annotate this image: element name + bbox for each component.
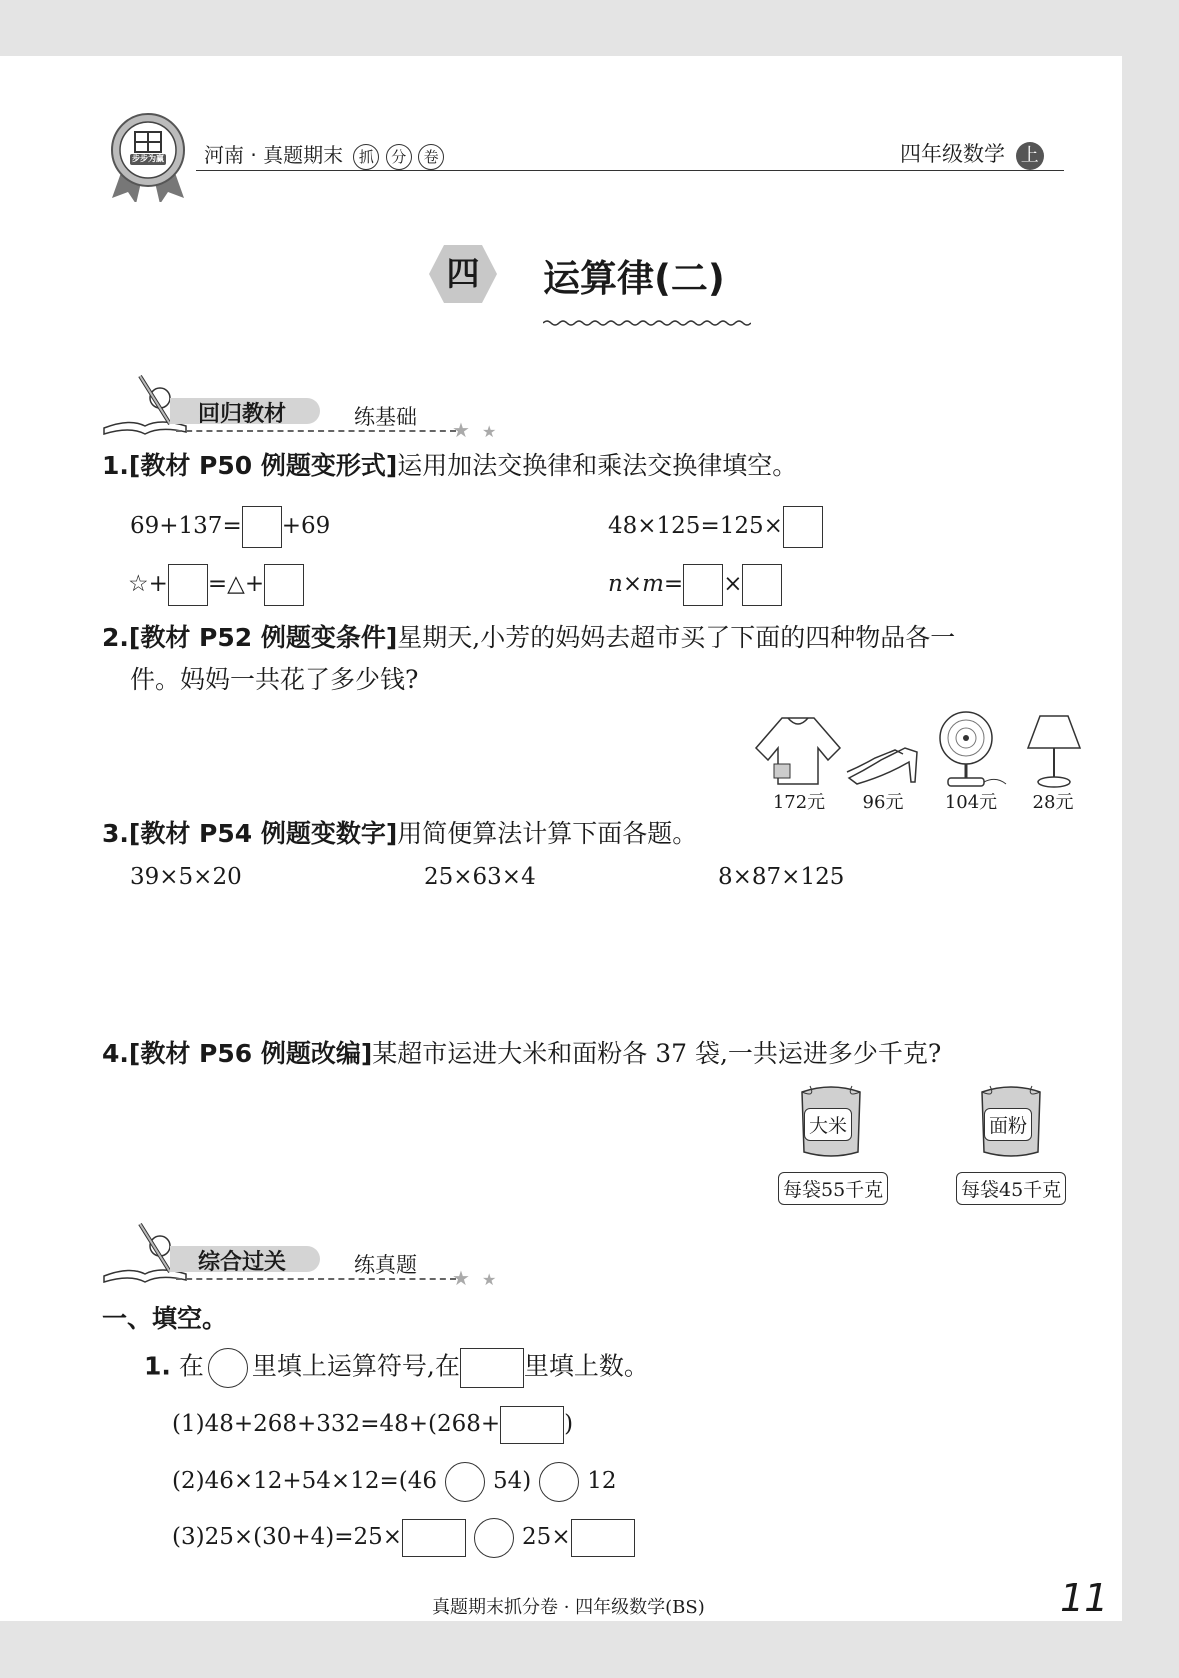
expr-text: ☆+ [128,571,168,597]
part1-sub-3 [172,1518,635,1558]
price-fan: 104元 [944,792,998,813]
medal-logo [108,112,188,202]
question-text: 星期天,小芳的妈妈去超市买了下面的四种物品各一 [397,623,956,652]
medal-text: 步步为赢 [132,154,164,163]
question-text: 用简便算法计算下面各题。 [397,819,698,848]
expr-text: 54) [492,1468,532,1494]
q3-item-1: 39×5×20 [130,864,242,890]
expr-text: =△+ [207,571,265,597]
q3-item-3: 8×87×125 [718,864,845,890]
answer-box[interactable] [742,564,782,606]
variable-n: n [608,571,623,597]
footer-text: 真题期末抓分卷 · 四年级数学(BS) [432,1597,705,1618]
rice-weight-label: 每袋55千克 [778,1172,888,1205]
star-icon: ★ [482,1270,497,1289]
section2-subtitle: 练真题 [354,1253,417,1277]
price-heels: 96元 [862,792,904,813]
answer-box[interactable] [402,1519,466,1557]
section1-dash-line [176,430,456,432]
question-2-cont: 件。妈妈一共花了多少钱? [130,665,419,694]
part1-sub-2 [172,1462,617,1502]
high-heels-icon [845,742,923,788]
question-text: 某超市运进大米和面粉各 37 袋,一共运进多少千克? [372,1039,942,1068]
answer-box[interactable] [242,506,282,548]
q3-item-2: 25×63×4 [424,864,536,890]
expr-text: (1)48+268+332=48+(268+ [172,1411,501,1437]
flour-bag-label: 面粉 [984,1108,1032,1141]
question-number: 4. [102,1039,129,1068]
answer-circle[interactable] [474,1518,514,1558]
answer-box[interactable] [500,1406,564,1444]
expr-text: × [723,571,743,597]
expr-text: 25× [522,1524,571,1550]
question-text: 在 [178,1351,204,1381]
flour-weight-label: 每袋45千克 [956,1172,1066,1205]
header-rule [196,170,1064,171]
expr-text: 12 [587,1468,617,1494]
section2-dash-line [176,1278,456,1280]
tag-circle: 卷 [418,144,444,170]
question-text: 里填上运算符号,在 [251,1351,460,1381]
section1-subtitle: 练基础 [354,405,417,429]
expr-text: 69+137= [130,513,242,539]
q1-expr-1 [130,506,330,548]
answer-box[interactable] [264,564,304,606]
q1-expr-3 [128,564,304,606]
rice-bag-label: 大米 [804,1108,852,1141]
answer-circle[interactable] [445,1462,485,1502]
question-tag: [教材 P56 例题改编] [128,1039,373,1068]
title-wavy-underline [543,312,751,320]
section2-title: 综合过关 [198,1250,287,1275]
answer-box[interactable] [168,564,208,606]
expr-text: = [663,571,684,597]
chapter-hexagon [428,244,498,304]
sample-circle [208,1348,248,1388]
expr-text: × [622,571,643,597]
part1-sub-1 [172,1406,573,1444]
worksheet-page [0,56,1122,1621]
chapter-number: 四 [446,254,480,293]
question-4 [102,1037,941,1071]
header-series [204,139,444,170]
section1-title: 回归教材 [198,402,287,427]
expr-text: (3)25×(30+4)=25× [172,1524,403,1550]
expr-text: 48×125=125× [608,513,783,539]
question-number: 1. [144,1351,171,1381]
expr-text: +69 [281,513,331,539]
question-number: 3. [102,819,129,848]
answer-box[interactable] [571,1519,635,1557]
question-text: 运用加法交换律和乘法交换律填空。 [397,451,798,480]
part1-title: 一、填空。 [102,1304,228,1333]
tag-circle: 抓 [353,144,379,170]
answer-box[interactable] [683,564,723,606]
part1-question-1 [144,1348,649,1388]
subject-label: 四年级数学 [900,142,1005,166]
sample-box [460,1348,524,1388]
question-text: 里填上数。 [523,1351,649,1381]
header-subject [900,138,1044,170]
question-tag: [教材 P52 例题变条件] [128,623,398,652]
question-number: 2. [102,623,129,652]
price-sweater: 172元 [772,792,826,813]
sweater-icon [752,714,844,786]
lamp-icon [1026,712,1082,790]
fan-icon [936,708,1008,790]
price-lamp: 28元 [1032,792,1074,813]
star-icon: ★ [452,1266,470,1290]
answer-box[interactable] [783,506,823,548]
question-1 [102,449,797,483]
tag-circle: 分 [386,144,412,170]
q1-expr-4 [608,564,782,606]
volume-badge: 上 [1016,142,1044,170]
chapter-title: 运算律(二) [543,257,725,300]
answer-circle[interactable] [539,1462,579,1502]
question-tag: [教材 P50 例题变形式] [128,451,398,480]
star-icon: ★ [482,422,497,441]
q1-expr-2 [608,506,823,548]
question-3 [102,817,697,851]
expr-text: (2)46×12+54×12=(46 [172,1468,437,1494]
star-icon: ★ [452,418,470,442]
question-2 [102,621,955,655]
page-number: 11 [1060,1576,1109,1620]
variable-m: m [642,571,664,597]
expr-text: ) [564,1411,574,1437]
question-number: 1. [102,451,129,480]
header-series-name: 河南 · 真题期末 [204,143,344,167]
question-tag: [教材 P54 例题变数字] [128,819,398,848]
